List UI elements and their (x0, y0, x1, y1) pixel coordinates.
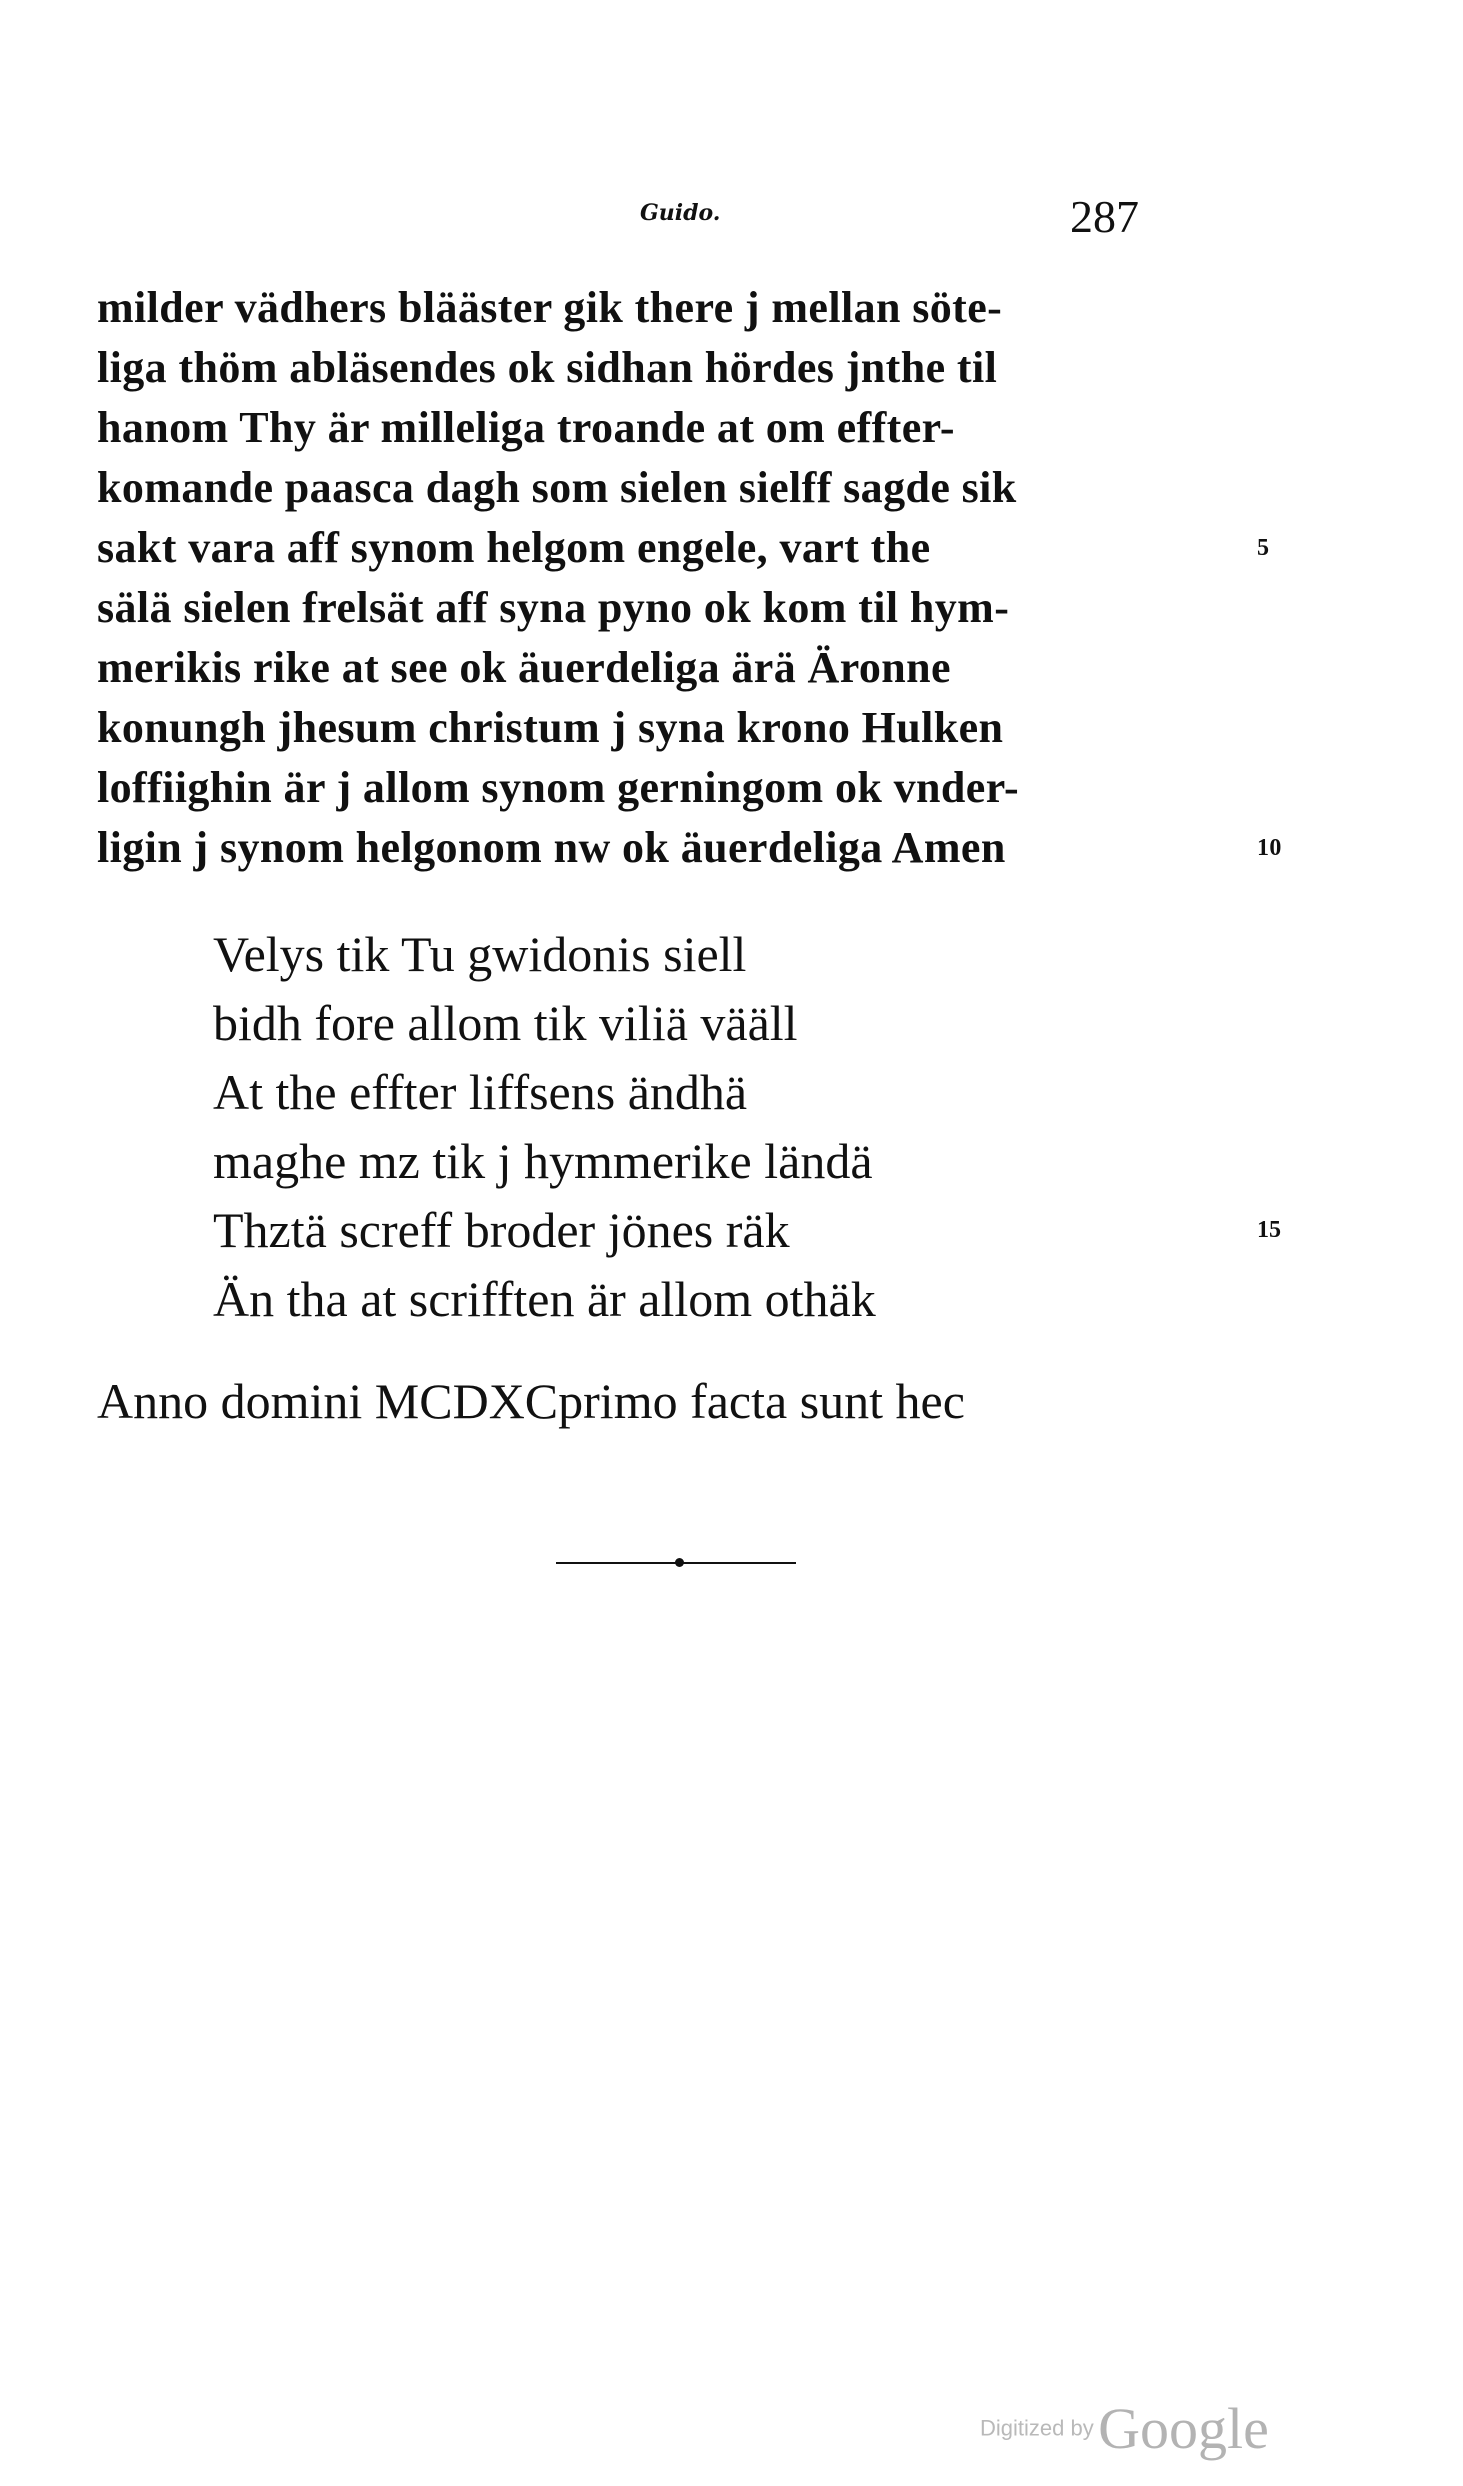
prose-line: sälä sielen frelsät aff syna pyno ok kom til hym- (97, 583, 1010, 632)
prose-line (97, 518, 1270, 578)
verse-line (213, 1196, 1281, 1265)
page-number: 287 (1070, 191, 1139, 242)
line-number-5: 5 (1257, 535, 1270, 561)
prose-line: hanom Thy är milleliga troande at om effter- (97, 403, 955, 452)
verse-line-text: Thztä screff broder jönes räk (213, 1202, 790, 1258)
line-number-10: 10 (1257, 835, 1282, 861)
verse-line: bidh fore allom tik viliä vääll (213, 995, 798, 1051)
prose-line: komande paasca dagh som sielen sielff sagde sik (97, 463, 1017, 512)
prose-line: milder vädhers blääster gik there j mellan söte- (97, 283, 1003, 332)
watermark-prefix: Digitized by (980, 2415, 1094, 2441)
verse-line: Velys tik Tu gwidonis siell (213, 926, 747, 982)
prose-line: liga thöm abläsendes ok sidhan hördes jnthe til (97, 343, 998, 392)
prose-line: loffiighin är j allom synom gerningom ok vnder- (97, 763, 1020, 812)
verse-line: maghe mz tik j hymmerike ländä (213, 1133, 873, 1189)
digitized-watermark (980, 2395, 1269, 2462)
google-logo: Google (1098, 2396, 1269, 2461)
colophon: Anno domini MCDXCprimo facta sunt hec (97, 1373, 965, 1429)
verse-stanza (213, 920, 1281, 1334)
line-number-15: 15 (1257, 1217, 1281, 1243)
running-head: Guido. (640, 200, 721, 226)
prose-line: konungh jhesum christum j syna krono Hulken (97, 703, 1004, 752)
verse-line: At the effter liffsens ändhä (213, 1064, 748, 1120)
prose-line-text: sakt vara aff synom helgom engele, vart the (97, 523, 931, 572)
prose-line: merikis rike at see ok äuerdeliga ärä Äronne (97, 643, 951, 692)
prose-line (97, 818, 1282, 878)
verse-line: Än tha at scrifften är allom othäk (213, 1271, 876, 1327)
end-rule-ornament-icon (675, 1558, 684, 1567)
prose-line-text: ligin j synom helgonom nw ok äuerdeliga Amen (97, 823, 1006, 872)
prose-paragraph (97, 278, 1282, 878)
